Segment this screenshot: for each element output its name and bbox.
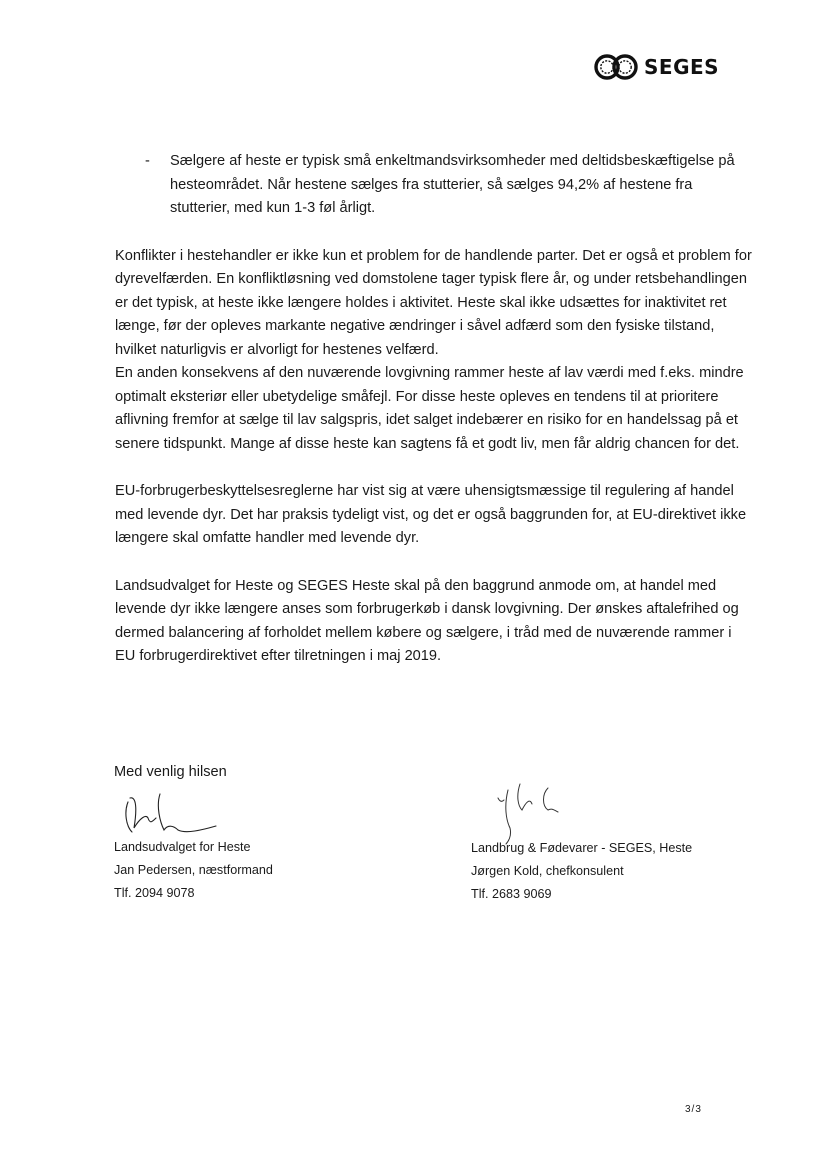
paragraph-request: Landsudvalget for Heste og SEGES Heste skal på den baggrund anmode om, at handel med levende dyr ikke længere anses som forbrugerkøb i dansk lovgivning. Der ønskes aftalefrihed og dermed balancering af forholdet mellem købere og sælgere, i tråd med de nuværende rammer i EU forbrugerdirektivet efter tilretningen i maj 2019. [115,577,739,664]
closing-greeting: Med venlig hilsen [114,764,227,780]
signatory-name-title: Jan Pedersen, næstformand [114,863,273,877]
page-number: 3/3 [685,1104,702,1115]
signatory-phone: Tlf. 2683 9069 [471,887,552,901]
signatory-name-title: Jørgen Kold, chefkonsulent [471,864,624,878]
seges-logo [594,52,719,82]
signatory-phone: Tlf. 2094 9078 [114,886,195,900]
signature-image-left [116,788,226,840]
bullet-text: Sælgere af heste er typisk små enkeltmandsvirksomheder med deltidsbeskæftigelse på hesteområdet. Når hestene sælges fra stutterier, så sælges 94,2% af hestene fra stutterier, med kun 1-3 føl årligt. [170,153,735,216]
paragraph-low-value-horses: En anden konsekvens af den nuværende lovgivning rammer heste af lav værdi med f.eks. mindre optimalt eksteriør eller ubetydelige småfejl. For disse heste opleves en tendens til at prioritere aflivning fremfor at sælge til lav salgspris, idet salget indebærer en risiko for en handelssag på et senere tidspunkt. Mange af disse heste kan sagtens få et godt liv, men får aldrig chancen for det. [115,365,744,452]
signatory-organization: Landsudvalget for Heste [114,840,251,854]
signatory-block-right [471,837,692,906]
paragraph-animal-welfare: Konflikter i hestehandler er ikke kun et problem for de handlende parter. Det er også et problem for dyrevelfærden. En konfliktløsning ved domstolene tager typisk flere år, og under retsbehandlingen er det typisk, at heste ikke længere holdes i aktivitet. Heste skal ikke udsættes for inaktivitet ret længe, før der opleves markante negative ændringer i såvel adfærd som den fysiske tilstand, hvilket naturligvis er alvorligt for hestenes velfærd. [115,247,752,358]
letter-body [115,150,755,669]
signatory-organization: Landbrug & Fødevarer - SEGES, Heste [471,841,693,855]
bullet-marker: - [145,153,150,169]
bullet-item [145,150,755,221]
seges-logo-icon [594,53,640,81]
paragraph-eu-rules: EU-forbrugerbeskyttelsesreglerne har vist sig at være uhensigtsmæssige til regulering af handel med levende dyr. Det har praksis tydeligt vist, og det er også baggrunden for, at EU-direktivet ikke længere skal omfatte handler med levende dyr. [115,483,747,546]
logo-wordmark: SEGES [644,55,720,79]
signatory-block-left [114,836,273,905]
